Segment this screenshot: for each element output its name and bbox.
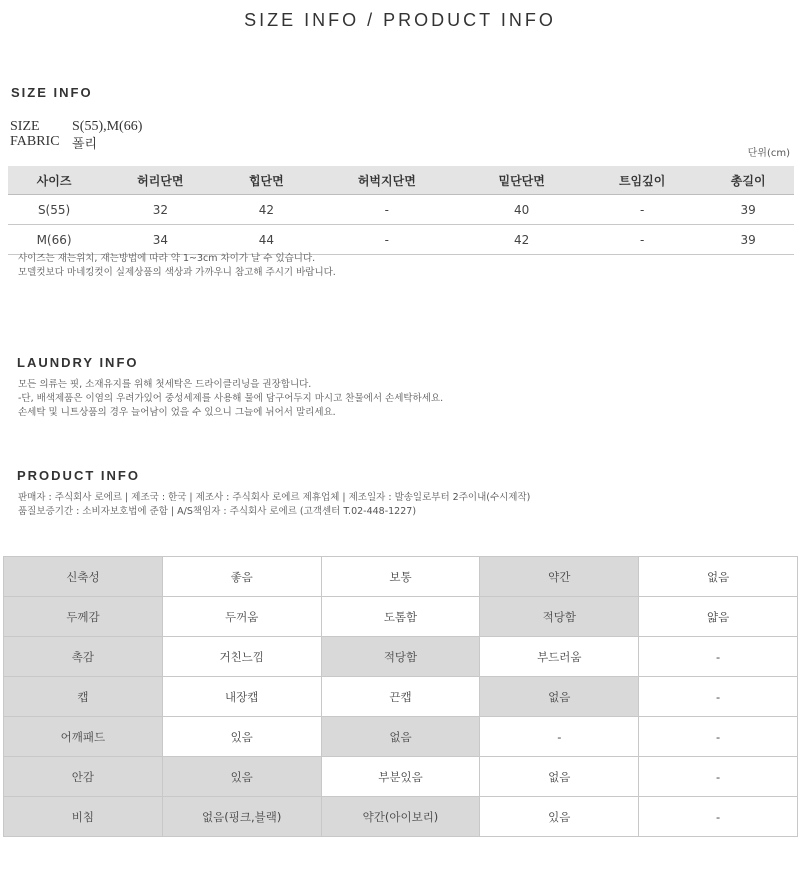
page-title: SIZE INFO / PRODUCT INFO xyxy=(244,10,556,30)
column-header: 허벅지단면 xyxy=(312,166,461,195)
table-row xyxy=(8,225,794,255)
laundry-info-heading: LAUNDRY INFO xyxy=(17,355,139,370)
property-option-selected: 약간(아이보리) xyxy=(321,797,480,837)
property-option: - xyxy=(480,717,639,757)
property-option: 두꺼움 xyxy=(162,597,321,637)
property-option: 도톰함 xyxy=(321,597,480,637)
property-row-sheerness xyxy=(4,797,798,837)
laundry-notes xyxy=(18,378,443,420)
property-option: 좋음 xyxy=(162,557,321,597)
column-header: 밑단단면 xyxy=(461,166,581,195)
table-cell: 44 xyxy=(221,225,313,255)
property-row-stretch xyxy=(4,557,798,597)
note-line: 손세탁 및 니트상품의 경우 늘어남이 었을 수 있으니 그늘에 뉘어서 말리세요. xyxy=(18,407,336,418)
property-row-thickness xyxy=(4,597,798,637)
property-option: 있음 xyxy=(162,717,321,757)
property-option: 얇음 xyxy=(639,597,798,637)
property-label: 두께감 xyxy=(4,597,163,637)
table-cell: - xyxy=(312,195,461,225)
note-line: -단, 배색제품은 이염의 우려가있어 중성세제를 사용해 물에 담구어두지 마시고 찬물에서 손세탁하세요. xyxy=(18,393,444,404)
property-option: 있음 xyxy=(480,797,639,837)
property-option: 보통 xyxy=(321,557,480,597)
property-row-lining xyxy=(4,757,798,797)
fabric-label: FABRIC xyxy=(10,134,60,149)
property-option-selected: 약간 xyxy=(480,557,639,597)
property-label: 캡 xyxy=(4,677,163,717)
table-cell: - xyxy=(312,225,461,255)
table-row xyxy=(8,195,794,225)
property-option: 부드러움 xyxy=(480,637,639,677)
size-info-heading: SIZE INFO xyxy=(11,85,93,100)
property-label: 안감 xyxy=(4,757,163,797)
property-option-selected: 없음 xyxy=(321,717,480,757)
table-cell: 32 xyxy=(100,195,220,225)
note-line: 모든 의류는 핏, 소재유지를 위해 첫세탁은 드라이클리닝을 권장합니다. xyxy=(18,379,312,390)
size-label: SIZE xyxy=(10,119,40,134)
property-option: - xyxy=(639,717,798,757)
column-header: 사이즈 xyxy=(8,166,100,195)
property-option-selected: 있음 xyxy=(162,757,321,797)
property-label: 어깨패드 xyxy=(4,717,163,757)
property-option: 끈캡 xyxy=(321,677,480,717)
property-option: - xyxy=(639,637,798,677)
property-option: 부분있음 xyxy=(321,757,480,797)
table-cell: - xyxy=(582,225,702,255)
property-option-selected: 없음(핑크,블랙) xyxy=(162,797,321,837)
property-row-shoulder-pad xyxy=(4,717,798,757)
column-header: 힙단면 xyxy=(221,166,313,195)
property-option: - xyxy=(639,757,798,797)
property-row-texture xyxy=(4,637,798,677)
property-option-selected: 적당함 xyxy=(321,637,480,677)
property-option-selected: 없음 xyxy=(480,677,639,717)
table-cell: M(66) xyxy=(8,225,100,255)
table-cell: S(55) xyxy=(8,195,100,225)
table-cell: 39 xyxy=(702,225,794,255)
table-cell: 40 xyxy=(461,195,581,225)
product-notes xyxy=(18,491,530,519)
property-option: 거친느낌 xyxy=(162,637,321,677)
size-value: S(55),M(66) xyxy=(72,119,143,134)
property-row-cup xyxy=(4,677,798,717)
note-line: 사이즈는 재는위치, 재는방법에 따라 약 1~3cm 차이가 날 수 있습니다. xyxy=(18,253,316,264)
table-cell: 34 xyxy=(100,225,220,255)
property-option: - xyxy=(639,797,798,837)
column-header: 트임깊이 xyxy=(582,166,702,195)
size-table-header xyxy=(8,166,794,195)
table-cell: 42 xyxy=(221,195,313,225)
size-table xyxy=(8,166,794,255)
fabric-value: 폴리 xyxy=(72,137,98,152)
unit-label: 단위(cm) xyxy=(747,148,790,159)
property-label: 촉감 xyxy=(4,637,163,677)
size-notes xyxy=(18,252,336,280)
table-cell: 39 xyxy=(702,195,794,225)
note-line: 판매자 : 주식회사 로에르 | 제조국 : 한국 | 제조사 : 주식회사 로에르 제휴업체 | 제조일자 : 발송일로부터 2주이내(수시제작) xyxy=(18,492,531,503)
note-line: 품질보증기간 : 소비자보호법에 준함 | A/S책임자 : 주식회사 로에르 (고객센터 T.02-448-1227) xyxy=(18,506,417,517)
table-cell: 42 xyxy=(461,225,581,255)
note-line: 모델컷보다 마네킹컷이 실제상품의 색상과 가까우니 참고해 주시기 바랍니다. xyxy=(18,267,336,278)
property-label: 신축성 xyxy=(4,557,163,597)
product-info-heading: PRODUCT INFO xyxy=(17,468,140,483)
column-header: 허리단면 xyxy=(100,166,220,195)
property-option: - xyxy=(639,677,798,717)
property-option: 없음 xyxy=(639,557,798,597)
property-label: 비침 xyxy=(4,797,163,837)
property-option: 없음 xyxy=(480,757,639,797)
column-header: 총길이 xyxy=(702,166,794,195)
property-option-selected: 적당함 xyxy=(480,597,639,637)
table-cell: - xyxy=(582,195,702,225)
property-option: 내장캡 xyxy=(162,677,321,717)
property-table xyxy=(3,556,798,837)
